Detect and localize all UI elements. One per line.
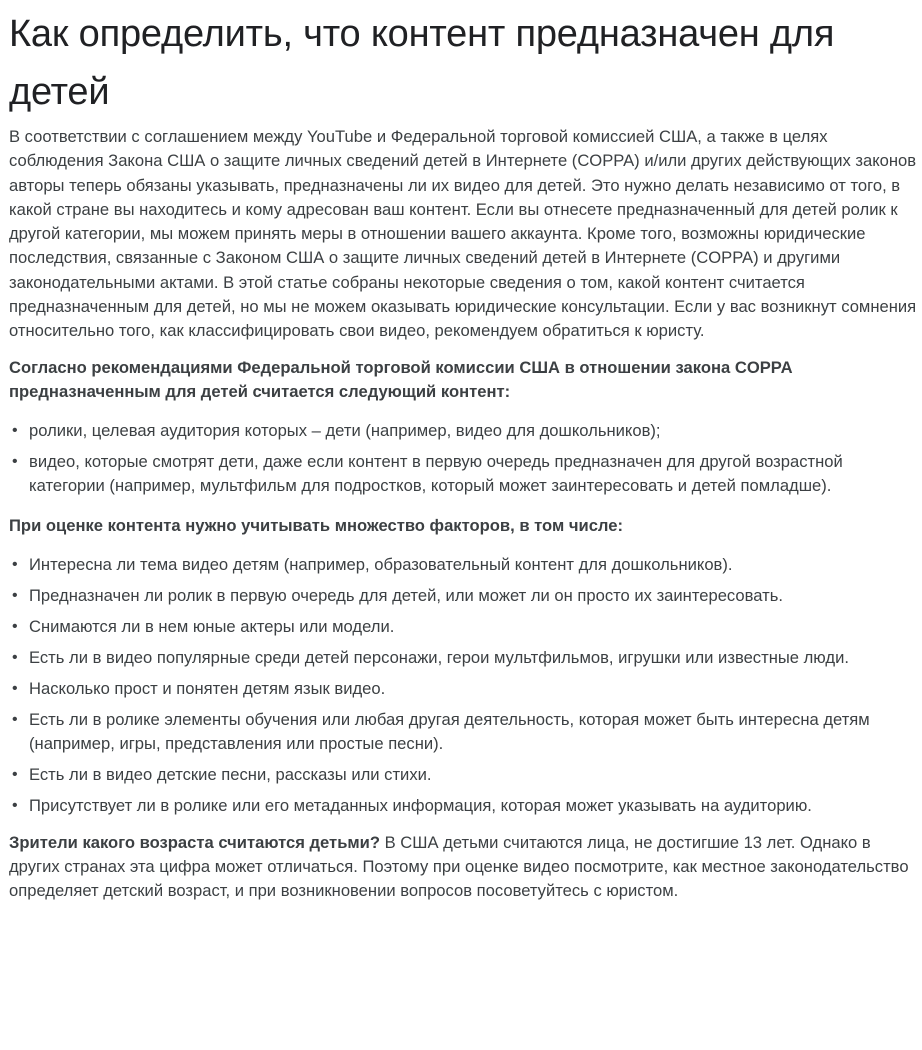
final-paragraph — [9, 831, 919, 904]
list-item — [9, 708, 919, 757]
list-item — [9, 763, 919, 787]
list-item-text: ролики, целевая аудитория которых – дети (например, видео для дошкольников); — [29, 421, 661, 441]
list-item-text: Есть ли в видео детские песни, рассказы или стихи. — [29, 764, 432, 784]
list-item-text: Снимаются ли в нем юные актеры или модели. — [29, 616, 395, 636]
list-item — [9, 615, 919, 639]
list-item-text: Присутствует ли в ролике или его метаданных информация, которая может указывать на аудиторию. — [29, 795, 812, 815]
article — [9, 0, 919, 904]
intro-paragraph: В соответствии с соглашением между YouTube и Федеральной торговой комиссией США, а также в целях соблюдения Закона США о защите личных сведений детей в Интернете (COPPA) и/или других действующих законов авторы теперь обязаны указывать, предназначены ли их видео для детей. Это нужно делать независимо от того, в какой стране вы находитесь и кому адресован ваш контент. Если вы отнесете предназначенный для детей ролик к другой категории, мы можем принять меры в отношении вашего аккаунта. Кроме того, возможны юридические последствия, связанные с Законом США о защите личных сведений детей в Интернете (COPPA) и другими законодательными актами. В этой статье собраны некоторые сведения о том, какой контент считается предназначенным для детей, но мы не можем оказывать юридические консультации. Если у вас возникнут сомнения относительно того, как классифицировать свои видео, рекомендуем обратиться к юристу. — [9, 127, 917, 341]
section1-list — [9, 419, 919, 498]
bullet-icon: • — [12, 556, 18, 574]
section2-list — [9, 553, 919, 818]
bullet-icon: • — [12, 422, 18, 440]
bullet-icon: • — [12, 453, 18, 471]
age-question: Зрители какого возраста считаются детьми? — [9, 832, 381, 852]
page-title: Как определить, что контент предназначен для детей — [9, 13, 835, 113]
list-item-text: Предназначен ли ролик в первую очередь для детей, или может ли он просто их заинтересовать. — [29, 585, 783, 605]
bullet-icon: • — [12, 765, 18, 783]
list-item-text: Интересна ли тема видео детям (например, образовательный контент для дошкольников). — [29, 555, 733, 575]
list-item — [9, 419, 919, 443]
list-item — [9, 553, 919, 577]
list-item-text: Есть ли в видео популярные среди детей персонажи, герои мультфильмов, игрушки или известные люди. — [29, 647, 849, 667]
bullet-icon: • — [12, 648, 18, 666]
bullet-icon: • — [12, 710, 18, 728]
list-item — [9, 584, 919, 608]
bullet-icon: • — [12, 586, 18, 604]
list-item-text: Есть ли в ролике элементы обучения или любая другая деятельность, которая может быть интересна детям (например, игры, представления или простые песни). — [29, 709, 870, 753]
bullet-icon: • — [12, 796, 18, 814]
list-item-text: видео, которые смотрят дети, даже если контент в первую очередь предназначен для другой возрастной категории (например, мультфильм для подростков, который может заинтересовать и детей помладше). — [29, 452, 843, 496]
bullet-icon: • — [12, 617, 18, 635]
list-item-text: Насколько прост и понятен детям язык видео. — [29, 678, 386, 698]
list-item — [9, 677, 919, 701]
list-item — [9, 794, 919, 818]
section1-heading: Согласно рекомендациями Федеральной торговой комиссии США в отношении закона COPPA предназначенным для детей считается следующий контент: — [9, 357, 792, 401]
age-answer: В США детьми считаются лица, не достигшие 13 лет. Однако в других странах эта цифра может отличаться. Поэтому при оценке видео посмотрите, как местное законодательство определяет детский возраст, и при возникновении вопросов посоветуйтесь с юристом. — [9, 832, 909, 901]
list-item — [9, 646, 919, 670]
section2-heading: При оценке контента нужно учитывать множество факторов, в том числе: — [9, 515, 624, 535]
bullet-icon: • — [12, 679, 18, 697]
list-item — [9, 450, 919, 499]
